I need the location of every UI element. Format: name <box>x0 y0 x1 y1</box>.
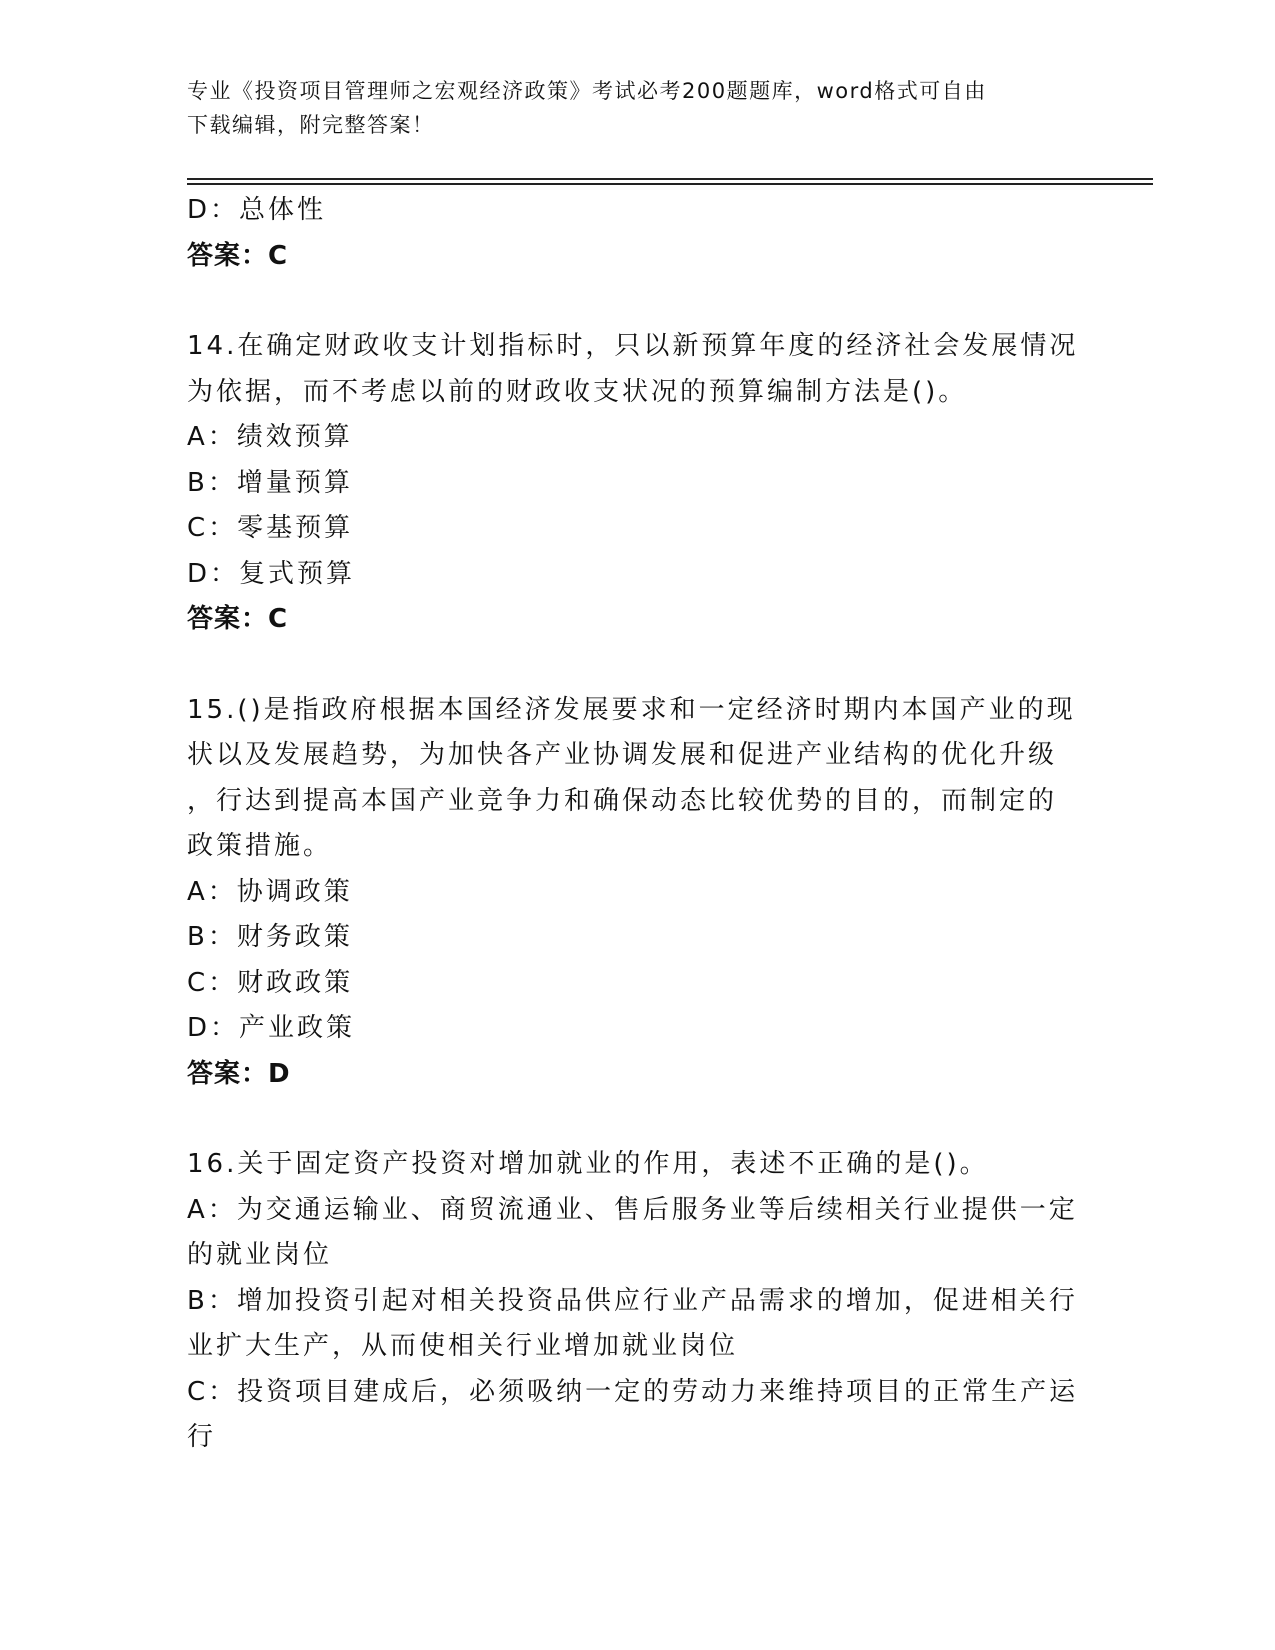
q14-option-d: D：复式预算 <box>187 558 356 589</box>
q15-option-b: B：财务政策 <box>187 922 353 952</box>
q15-stem-line-1: 15.()是指政府根据本国经济发展要求和一定经济时期内本国产业的现 <box>187 694 1076 725</box>
q15-answer: 答案：D <box>187 1058 291 1089</box>
q14-option-b: B：增量预算 <box>187 467 353 498</box>
q16-option-a-line-2: 的就业岗位 <box>187 1240 333 1270</box>
q14-option-c: C：零基预算 <box>187 513 354 543</box>
spacer <box>187 279 1067 324</box>
document-body <box>187 188 1079 1461</box>
q15-option-a: A：协调政策 <box>187 876 353 907</box>
question-15 <box>187 688 1076 1098</box>
q14-stem-line-2: 为依据，而不考虑以前的财政收支状况的预算编制方法是()。 <box>187 376 968 407</box>
q16-option-c-line-2: 行 <box>187 1422 217 1452</box>
q14-option-a: A：绩效预算 <box>187 422 353 452</box>
q15-stem-line-2: 状以及发展趋势，为加快各产业协调发展和促进产业结构的优化升级 <box>187 740 1058 770</box>
q15-stem-line-4: 政策措施。 <box>187 831 333 861</box>
q14-stem-line-1: 14.在确定财政收支计划指标时，只以新预算年度的经济社会发展情况 <box>187 331 1079 361</box>
q14-answer: 答案：C <box>187 604 289 634</box>
q15-option-c: C：财政政策 <box>187 967 354 998</box>
q13-option-d: D：总体性 <box>187 195 327 225</box>
question-14 <box>187 324 1079 643</box>
header-line-1: 专业《投资项目管理师之宏观经济政策》考试必考200题题库，word格式可自由 <box>187 79 987 103</box>
q16-option-b-line-2: 业扩大生产，从而使相关行业增加就业岗位 <box>187 1331 739 1361</box>
q16-option-a-line-1: A：为交通运输业、商贸流通业、售后服务业等后续相关行业提供一定 <box>187 1194 1078 1225</box>
q16-stem-line-1: 16.关于固定资产投资对增加就业的作用，表述不正确的是()。 <box>187 1149 989 1179</box>
q15-stem-line-3: ，行达到提高本国产业竞争力和确保动态比较优势的目的，而制定的 <box>187 785 1058 816</box>
q16-option-b-line-1: B：增加投资引起对相关投资品供应行业产品需求的增加，促进相关行 <box>187 1285 1078 1316</box>
q15-option-d: D：产业政策 <box>187 1013 356 1043</box>
question-16 <box>187 1142 1079 1461</box>
document-header <box>187 74 1067 142</box>
spacer <box>187 1097 1067 1142</box>
header-divider-top <box>187 178 1153 180</box>
spacer <box>187 643 1067 688</box>
question-13-tail <box>187 188 1067 279</box>
header-line-2: 下载编辑，附完整答案！ <box>187 113 435 137</box>
q16-option-c-line-1: C：投资项目建成后，必须吸纳一定的劳动力来维持项目的正常生产运 <box>187 1376 1079 1407</box>
header-divider-bottom <box>187 183 1153 185</box>
q13-answer: 答案：C <box>187 240 289 271</box>
